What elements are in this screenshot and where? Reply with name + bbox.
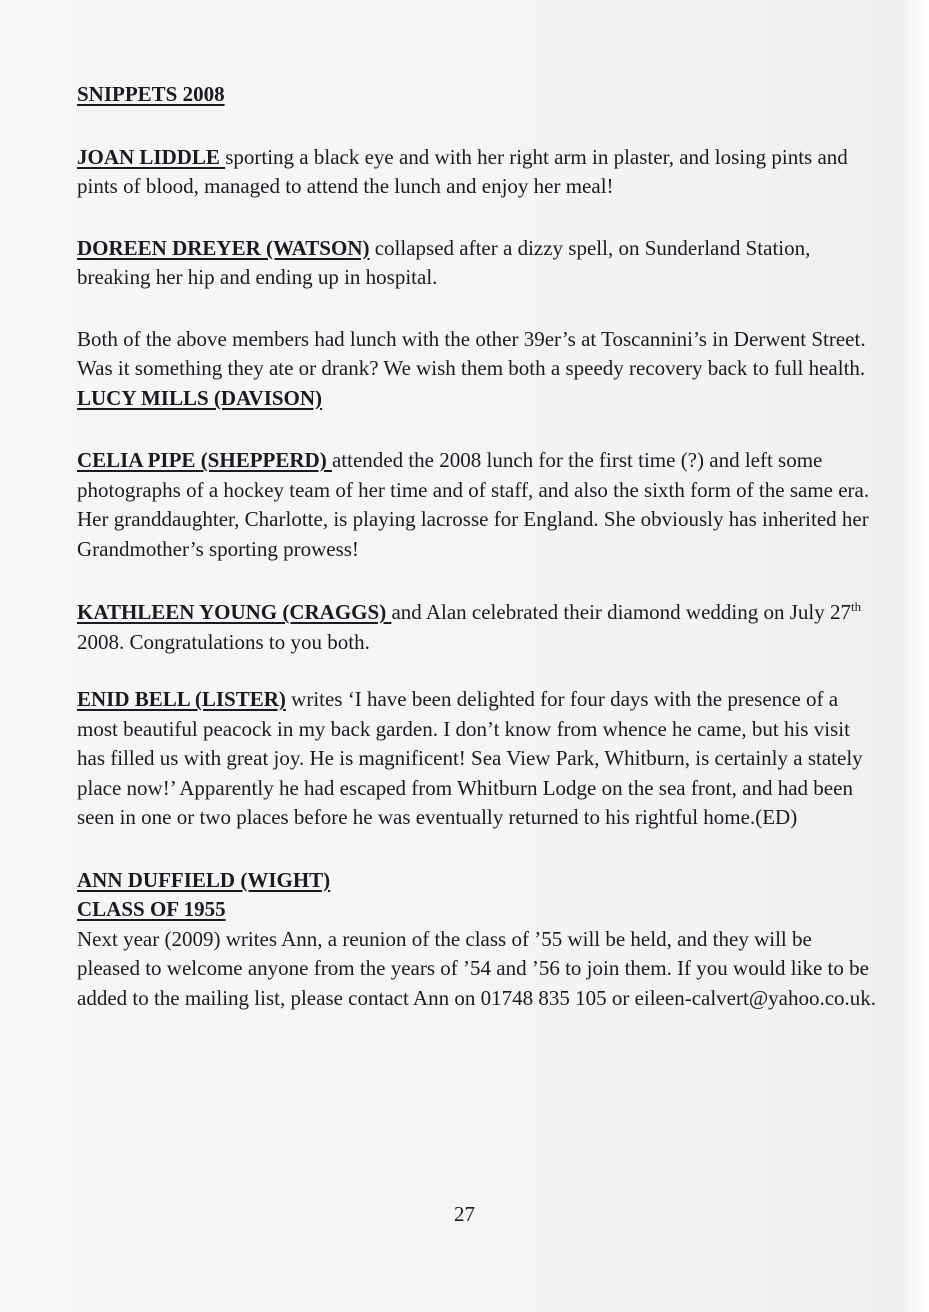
snippet-celia-pipe xyxy=(77,446,877,564)
snippet-text: Next year (2009) writes Ann, a reunion of the class of ’55 will be held, and they will be pleased to welcome anyone from the years of ’54 and ’56 to join them. If you would like to be added to the mailing list, please contact Ann on 01748 835 105 or eileen-calvert@yahoo.co.uk. xyxy=(77,926,877,1010)
page-number: 27 xyxy=(454,1202,475,1226)
snippet-joan-liddle xyxy=(77,143,877,202)
snippet-lucy-mills xyxy=(77,384,877,414)
snippet-enid-bell xyxy=(77,685,877,833)
snippet-name: CELIA PIPE (SHEPPERD) xyxy=(77,448,332,472)
snippet-kathleen-young xyxy=(77,598,877,657)
snippet-text: collapsed after a dizzy spell, on Sunderland Station, breaking her hip and ending up in hospital. xyxy=(77,235,811,289)
heading-text: SNIPPETS 2008 xyxy=(77,82,225,106)
snippet-name: ENID BELL (LISTER) xyxy=(77,687,286,711)
page-content xyxy=(77,80,877,1013)
snippet-subheading: CLASS OF 1955 xyxy=(77,897,226,921)
snippet-name: JOAN LIDDLE xyxy=(77,144,226,169)
snippet-text: sporting a black eye and with her right arm in plaster, and losing pints and pints of blood, managed to attend the lunch and enjoy her meal! xyxy=(77,144,848,198)
snippet-text: Both of the above members had lunch with the other 39er’s at Toscannini’s in Derwent Street. Was it something they ate or drank? We wish them both a speedy recovery back to full health. xyxy=(77,326,866,380)
snippet-text: writes ‘I have been delighted for four days with the presence of a most beautiful peacock in my back garden. I don’t know from whence he came, but his visit has filled us with great joy. He is magnificent! Sea View Park, Whitburn, is certainly a stately place now!’ Apparently he had escaped from Whitburn Lodge on the sea front, and had been seen in one or two places before he was eventually returned to his rightful home.(ED) xyxy=(77,687,863,829)
snippet-name: KATHLEEN YOUNG (CRAGGS) xyxy=(77,600,392,624)
section-heading xyxy=(77,80,877,110)
snippet-ann-duffield xyxy=(77,866,877,896)
snippet-class-of-1955 xyxy=(77,895,877,925)
snippet-name: ANN DUFFIELD (WIGHT) xyxy=(77,867,331,892)
snippet-text-cont: 2008. Congratulations to you both. xyxy=(77,629,370,654)
snippet-text: attended the 2008 lunch for the first time (?) and left some photographs of a hockey team of her time and of staff, and also the sixth form of the same era. Her granddaughter, Charlotte, is playing lacrosse for England. She obviously has inherited her Grandmother’s sporting prowess! xyxy=(77,448,870,561)
snippet-name: DOREEN DREYER (WATSON) xyxy=(77,235,370,260)
ordinal-superscript: th xyxy=(851,599,862,614)
snippet-doreen-dreyer xyxy=(77,234,877,293)
snippet-both-members xyxy=(77,325,877,384)
snippet-reunion-text xyxy=(77,925,877,1014)
page-edge-shadow xyxy=(903,0,929,1312)
snippet-text: and Alan celebrated their diamond wedding on July 27 xyxy=(391,600,851,624)
snippet-name: LUCY MILLS (DAVISON) xyxy=(77,385,323,410)
